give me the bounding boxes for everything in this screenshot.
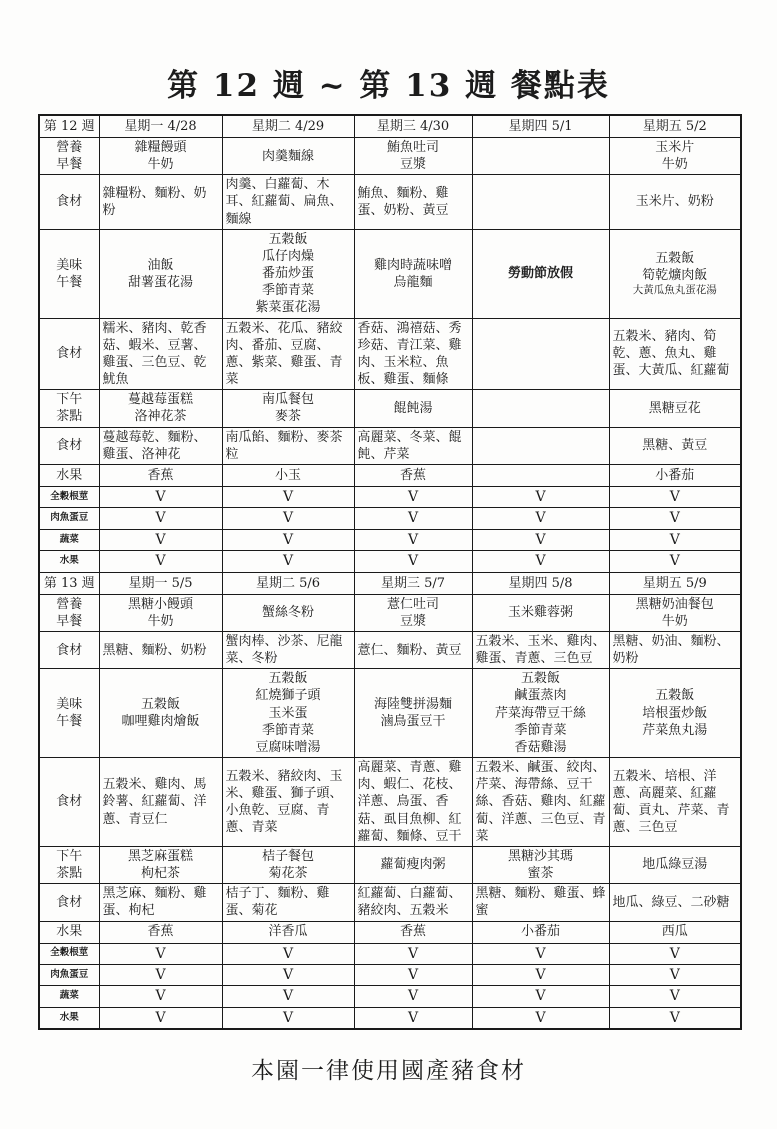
ingredient-cell: 五穀米、培根、洋蔥、高麗菜、紅蘿蔔、貢丸、芹菜、青蔥、三色豆 [609,758,741,847]
menu-row-fruit [39,921,741,943]
check-row [39,551,741,572]
breakfast-cell: 鮪魚吐司 豆漿 [354,138,472,175]
fruit-cell: 香蕉 [99,464,222,486]
week-1-header-row [39,115,741,138]
lunch-cell: 五穀飯 鹹蛋蒸肉 芹菜海帶豆干絲 季節青菜 香菇雞湯 [472,669,609,758]
check-mark: V [609,529,741,550]
ingredient-cell: 糯米、豬肉、乾香菇、蝦米、豆薯、雞蛋、三色豆、乾魷魚 [99,318,222,390]
fruit-cell: 西瓜 [609,921,741,943]
row-label: 食材 [39,884,99,921]
week-label: 第 13 週 [39,572,99,594]
breakfast-cell: 肉羹麵線 [222,138,354,175]
check-mark: V [609,964,741,985]
row-label: 營養 早餐 [39,594,99,631]
ingredient-cell: 高麗菜、青蔥、雞肉、蝦仁、花枝、洋蔥、鳥蛋、香菇、虱目魚柳、紅蘿蔔、麵條、豆干 [354,758,472,847]
day-header: 星期一 4/28 [99,115,222,138]
check-mark: V [609,551,741,572]
fruit-cell: 小番茄 [609,464,741,486]
day-header: 星期一 5/5 [99,572,222,594]
check-row [39,508,741,529]
day-header: 星期二 4/29 [222,115,354,138]
row-label: 食材 [39,427,99,464]
snack-cell: 黑糖沙其瑪 蜜茶 [472,846,609,883]
snack-cell: 地瓜綠豆湯 [609,846,741,883]
ingredient-cell: 黑糖、黃豆 [609,427,741,464]
breakfast-cell: 黑糖小饅頭 牛奶 [99,594,222,631]
check-mark: V [609,986,741,1007]
menu-row-ingredient [39,758,741,847]
row-label: 食材 [39,632,99,669]
check-mark: V [472,964,609,985]
menu-row-ingredient [39,632,741,669]
day-header: 星期三 4/30 [354,115,472,138]
ingredient-cell: 紅蘿蔔、白蘿蔔、豬絞肉、五穀米 [354,884,472,921]
ingredient-cell: 雜糧粉、麵粉、奶粉 [99,175,222,229]
ingredient-cell [472,318,609,390]
menu-row-lunch [39,229,741,318]
check-mark: V [354,551,472,572]
menu-row-breakfast [39,594,741,631]
menu-row-fruit [39,464,741,486]
check-mark: V [472,486,609,507]
lunch-cell: 雞肉時蔬味噌 烏龍麵 [354,229,472,318]
check-mark: V [99,964,222,985]
menu-row-snack [39,846,741,883]
ingredient-cell: 南瓜餡、麵粉、麥茶粒 [222,427,354,464]
lunch-cell: 五穀飯 筍乾爌肉飯 大黃瓜魚丸蛋花湯 [609,229,741,318]
ingredient-cell: 黑芝麻、麵粉、雞蛋、枸杞 [99,884,222,921]
check-mark: V [472,943,609,964]
lunch-cell: 五穀飯 紅燒獅子頭 玉米蛋 季節青菜 豆腐味噌湯 [222,669,354,758]
ingredient-cell: 地瓜、綠豆、二砂糖 [609,884,741,921]
check-row [39,986,741,1007]
lunch-cell: 五穀飯 瓜仔肉燥 番茄炒蛋 季節青菜 紫菜蛋花湯 [222,229,354,318]
breakfast-cell: 黑糖奶油餐包 牛奶 [609,594,741,631]
row-label: 食材 [39,758,99,847]
check-mark: V [222,486,354,507]
menu-table [38,114,742,1030]
breakfast-cell [472,138,609,175]
day-header: 星期二 5/6 [222,572,354,594]
check-mark: V [609,508,741,529]
menu-row-ingredient [39,175,741,229]
check-row-label: 蔬菜 [39,529,99,550]
snack-cell: 黑糖豆花 [609,390,741,427]
ingredient-cell: 黑糖、麵粉、奶粉 [99,632,222,669]
check-mark: V [609,1007,741,1029]
row-label: 美味 午餐 [39,669,99,758]
menu-row-snack [39,390,741,427]
row-label: 下午 茶點 [39,846,99,883]
check-mark: V [354,986,472,1007]
row-label: 食材 [39,175,99,229]
day-header: 星期五 5/9 [609,572,741,594]
ingredient-cell: 黑糖、奶油、麵粉、奶粉 [609,632,741,669]
check-mark: V [609,943,741,964]
ingredient-cell: 高麗菜、冬菜、餛飩、芹菜 [354,427,472,464]
fruit-cell: 香蕉 [354,921,472,943]
snack-cell [472,390,609,427]
check-row [39,964,741,985]
check-mark: V [222,986,354,1007]
check-mark: V [354,508,472,529]
check-mark: V [472,529,609,550]
fruit-cell: 小番茄 [472,921,609,943]
lunch-cell: 五穀飯 培根蛋炒飯 芹菜魚丸湯 [609,669,741,758]
ingredient-cell: 玉米片、奶粉 [609,175,741,229]
check-row [39,529,741,550]
breakfast-cell: 玉米雞蓉粥 [472,594,609,631]
week-label: 第 12 週 [39,115,99,138]
lunch-cell: 五穀飯 咖哩雞肉燴飯 [99,669,222,758]
row-label: 水果 [39,921,99,943]
check-mark: V [99,486,222,507]
check-mark: V [222,943,354,964]
ingredient-cell: 五穀米、鹹蛋、絞肉、芹菜、海帶絲、豆干絲、香菇、雞肉、紅蘿蔔、洋蔥、三色豆、青菜 [472,758,609,847]
snack-cell: 餛飩湯 [354,390,472,427]
snack-cell: 南瓜餐包 麥茶 [222,390,354,427]
row-label: 下午 茶點 [39,390,99,427]
check-mark: V [472,508,609,529]
row-label: 食材 [39,318,99,390]
check-mark: V [99,529,222,550]
check-mark: V [354,964,472,985]
ingredient-cell: 五穀米、雞肉、馬鈴薯、紅蘿蔔、洋蔥、青豆仁 [99,758,222,847]
row-label: 營養 早餐 [39,138,99,175]
fruit-cell [472,464,609,486]
day-header: 星期三 5/7 [354,572,472,594]
lunch-cell: 油飯 甜薯蛋花湯 [99,229,222,318]
fruit-cell: 洋香瓜 [222,921,354,943]
breakfast-cell: 蟹絲冬粉 [222,594,354,631]
day-header: 星期四 5/8 [472,572,609,594]
check-mark: V [354,1007,472,1029]
ingredient-cell: 香菇、鴻禧菇、秀珍菇、青江菜、雞肉、玉米粒、魚板、雞蛋、麵條 [354,318,472,390]
row-label: 美味 午餐 [39,229,99,318]
fruit-cell: 小玉 [222,464,354,486]
ingredient-cell: 五穀米、玉米、雞肉、雞蛋、青蔥、三色豆 [472,632,609,669]
check-mark: V [222,529,354,550]
check-mark: V [222,964,354,985]
menu-row-lunch [39,669,741,758]
breakfast-cell: 薏仁吐司 豆漿 [354,594,472,631]
ingredient-cell [472,175,609,229]
ingredient-cell [472,427,609,464]
week-2-header-row [39,572,741,594]
snack-cell: 桔子餐包 菊花茶 [222,846,354,883]
menu-row-ingredient [39,318,741,390]
day-header: 星期五 5/2 [609,115,741,138]
check-mark: V [472,1007,609,1029]
fruit-cell: 香蕉 [354,464,472,486]
check-mark: V [99,1007,222,1029]
lunch-cell: 勞動節放假 [472,229,609,318]
snack-cell: 蔓越莓蛋糕 洛神花茶 [99,390,222,427]
check-row-label: 肉魚蛋豆 [39,964,99,985]
check-mark: V [222,551,354,572]
check-mark: V [99,943,222,964]
check-mark: V [222,1007,354,1029]
lunch-cell: 海陸雙拼湯麵 滷鳥蛋豆干 [354,669,472,758]
check-row-label: 水果 [39,551,99,572]
check-row [39,943,741,964]
check-row-label: 蔬菜 [39,986,99,1007]
ingredient-cell: 桔子丁、麵粉、雞蛋、菊花 [222,884,354,921]
check-mark: V [354,529,472,550]
ingredient-cell: 蟹肉棒、沙茶、尼龍菜、冬粉 [222,632,354,669]
menu-row-ingredient [39,427,741,464]
menu-row-ingredient [39,884,741,921]
breakfast-cell: 雜糧饅頭 牛奶 [99,138,222,175]
ingredient-cell: 五穀米、豬肉、筍乾、蔥、魚丸、雞蛋、大黃瓜、紅蘿蔔 [609,318,741,390]
document-page [0,60,777,1129]
ingredient-cell: 黑糖、麵粉、雞蛋、蜂蜜 [472,884,609,921]
snack-cell: 蘿蔔瘦肉粥 [354,846,472,883]
check-mark: V [99,551,222,572]
footer-note: 本園一律使用國產豬食材 [251,1058,526,1085]
check-row-label: 全穀根莖 [39,943,99,964]
check-row [39,1007,741,1029]
row-label: 水果 [39,464,99,486]
fruit-cell: 香蕉 [99,921,222,943]
check-mark: V [99,986,222,1007]
check-row [39,486,741,507]
check-row-label: 肉魚蛋豆 [39,508,99,529]
menu-row-breakfast [39,138,741,175]
ingredient-cell: 肉羹、白蘿蔔、木耳、紅蘿蔔、扁魚、麵線 [222,175,354,229]
ingredient-cell: 鮪魚、麵粉、雞蛋、奶粉、黃豆 [354,175,472,229]
ingredient-cell: 薏仁、麵粉、黃豆 [354,632,472,669]
check-row-label: 水果 [39,1007,99,1029]
check-mark: V [99,508,222,529]
ingredient-cell: 五穀米、豬絞肉、玉米、雞蛋、獅子頭、小魚乾、豆腐、青蔥、青菜 [222,758,354,847]
ingredient-cell: 五穀米、花瓜、豬絞肉、番茄、豆腐、蔥、紫菜、雞蛋、青菜 [222,318,354,390]
check-mark: V [354,486,472,507]
page-title: 第 12 週 ~ 第 13 週 餐點表 [167,68,610,104]
check-mark: V [222,508,354,529]
check-mark: V [472,551,609,572]
day-header: 星期四 5/1 [472,115,609,138]
check-mark: V [609,486,741,507]
check-mark: V [354,943,472,964]
check-mark: V [472,986,609,1007]
breakfast-cell: 玉米片 牛奶 [609,138,741,175]
snack-cell: 黑芝麻蛋糕 枸杞茶 [99,846,222,883]
check-row-label: 全穀根莖 [39,486,99,507]
ingredient-cell: 蔓越莓乾、麵粉、雞蛋、洛神花 [99,427,222,464]
